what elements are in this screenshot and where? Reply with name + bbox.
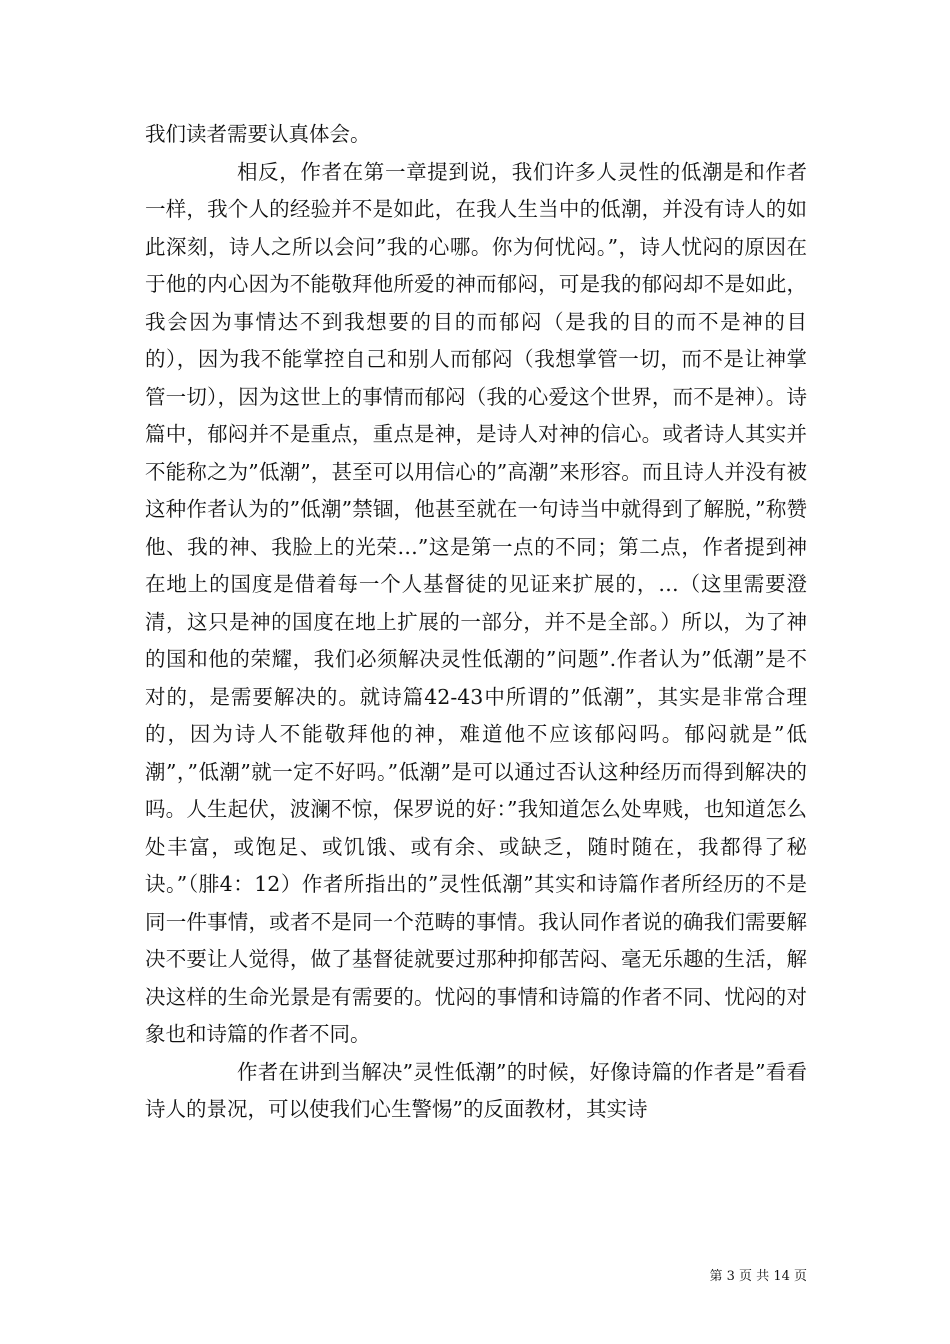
paragraph-3: 作者在讲到当解决”灵性低潮”的时候，好像诗篇的作者是”看看诗人的景况，可以使我们心生警惕”的反面教材，其实诗	[145, 1059, 807, 1121]
paragraph-2: 相反，作者在第一章提到说，我们许多人灵性的低潮是和作者一样，我个人的经验并不是如此，在我人生当中的低潮，并没有诗人的如此深刻，诗人之所以会问”我的心哪。你为何忧闷。”，诗人忧闷的原因在于他的内心因为不能敬拜他所爱的神而郁闷，可是我的郁闷却不是如此，我会因为事情达不到我想要的目的而郁闷（是我的目的而不是神的目的），因为我不能掌控自己和别人而郁闷（我想掌管一切，而不是让神掌管一切），因为这世上的事情而郁闷（我的心爱这个世界，而不是神）。诗篇中，郁闷并不是重点，重点是神，是诗人对神的信心。或者诗人其实并不能称之为”低潮”，甚至可以用信心的”高潮”来形容。而且诗人并没有被这种作者认为的”低潮”禁锢，他甚至就在一句诗当中就得到了解脱，”称赞他、我的神、我脸上的光荣…”这是第一点的不同；第二点，作者提到神在地上的国度是借着每一个人基督徒的见证来扩展的，…（这里需要澄清，这只是神的国度在地上扩展的一部分，并不是全部。）所以，为了神的国和他的荣耀，我们必须解决灵性低潮的”问题”.作者认为”低潮”是不对的，是需要解决的。就诗篇42-43中所谓的”低潮”，其实是非常合理的，因为诗人不能敬拜他的神，难道他不应该郁闷吗。郁闷就是”低潮”，”低潮”就一定不好吗。”低潮”是可以通过否认这种经历而得到解决的吗。人生起伏，波澜不惊，保罗说的好：”我知道怎么处卑贱，也知道怎么处丰富，或饱足、或饥饿、或有余、或缺乏，随时随在，我都得了秘诀。”（腓4：12）作者所指出的”灵性低潮”其实和诗篇作者所经历的不是同一件事情，或者不是同一个范畴的事情。我认同作者说的确我们需要解决不要让人觉得，做了基督徒就要过那种抑郁苦闷、毫无乐趣的生活，解决这样的生命光景是有需要的。忧闷的事情和诗篇的作者不同、忧闷的对象也和诗篇的作者不同。	[145, 159, 807, 1046]
page-number-footer: 第 3 页 共 14 页	[709, 1269, 807, 1284]
body-text	[145, 116, 807, 1129]
paragraph-1: 我们读者需要认真体会。	[145, 122, 371, 146]
